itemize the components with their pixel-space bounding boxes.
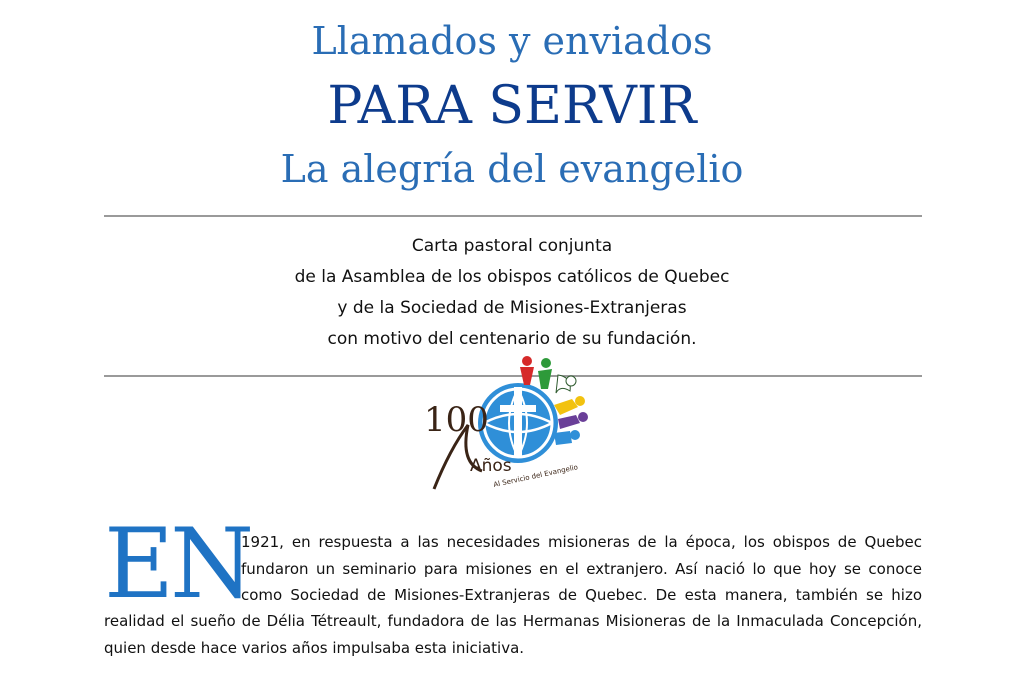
globe-cross-people-icon bbox=[478, 356, 588, 463]
dropcap: EN bbox=[104, 508, 251, 620]
body-line: 1921, en respuesta a las necesidades misioneras de la época, los obispos de Quebec bbox=[241, 533, 922, 551]
body-line: como Sociedad de Misiones-Extranjeras de Quebec. De esta manera, también se hizo bbox=[241, 586, 922, 604]
body-line: quien desde hace varios años impulsaba esta iniciativa. bbox=[104, 638, 525, 657]
logo-word: Años bbox=[470, 456, 512, 476]
page-title-line1: Llamados y enviados bbox=[311, 19, 713, 63]
subtitle-line: y de la Sociedad de Misiones-Extranjeras bbox=[337, 298, 687, 318]
page-title-line3: La alegría del evangelio bbox=[280, 147, 744, 191]
page-title-main: PARA SERVIR bbox=[327, 76, 697, 136]
subtitle-line: de la Asamblea de los obispos católicos de Quebec bbox=[294, 267, 730, 287]
centenary-logo bbox=[420, 353, 600, 498]
subtitle-line: con motivo del centenario de su fundación. bbox=[327, 329, 697, 349]
body-line: realidad el sueño de Délia Tétreault, fundadora de las Hermanas Misioneras de la Inmaculada Concepción, bbox=[104, 612, 922, 630]
body-line: fundaron un seminario para misiones en el extranjero. Así nació lo que hoy se conoce bbox=[241, 559, 922, 578]
logo-number: 100 bbox=[424, 400, 489, 440]
subtitle-block bbox=[0, 231, 1024, 355]
body-paragraph-indented bbox=[241, 529, 922, 609]
logo-tagline: Al Servicio del Evangelio bbox=[492, 463, 579, 489]
divider-top bbox=[104, 215, 922, 217]
body-paragraph-full bbox=[104, 608, 922, 661]
subtitle-line: Carta pastoral conjunta bbox=[411, 236, 613, 256]
